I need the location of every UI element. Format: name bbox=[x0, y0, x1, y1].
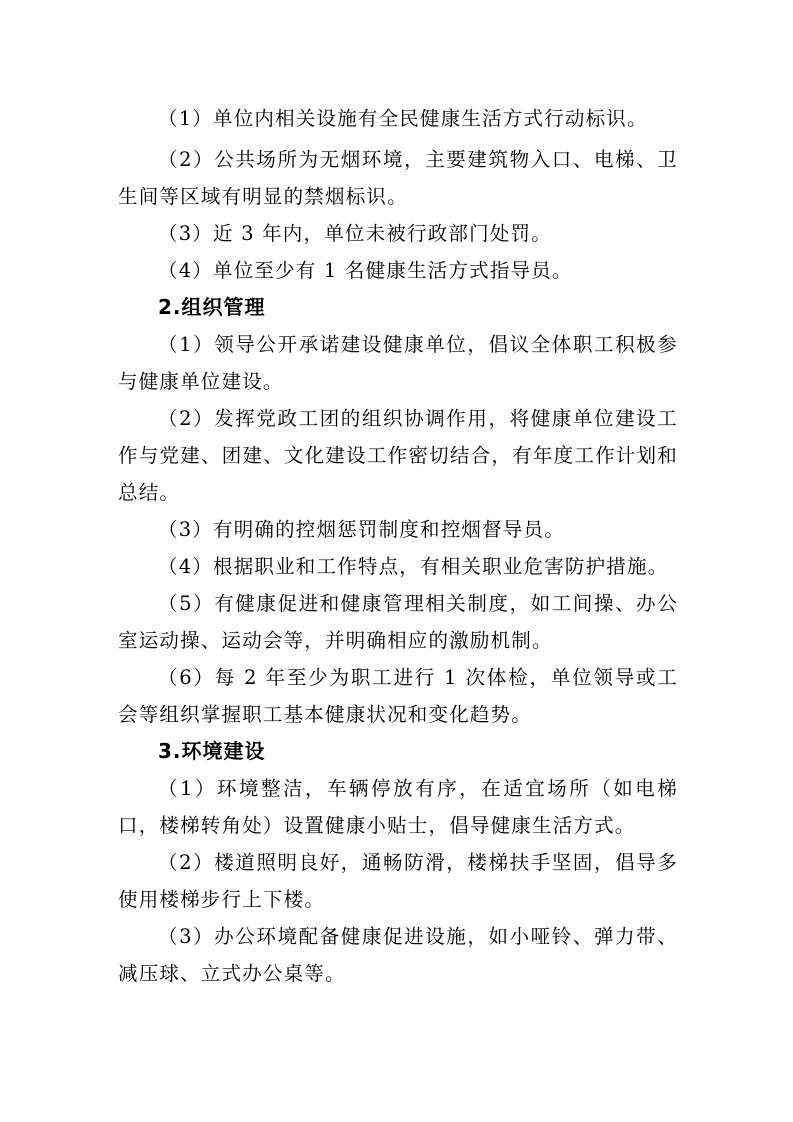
paragraph-1-3: （3）近 3 年内，单位未被行政部门处罚。 bbox=[158, 222, 552, 245]
paragraph-2-1: （1）领导公开承诺建设健康单位，倡议全体职工积极参与健康单位建设。 bbox=[118, 333, 678, 393]
paragraph-2-4: （4）根据职业和工作特点，有相关职业危害防护措施。 bbox=[158, 555, 669, 578]
section-heading-environment: 3.环境建设 bbox=[158, 739, 266, 763]
paragraph-3-3: （3）办公环境配备健康促进设施，如小哑铃、弹力带、减压球、立式办公桌等。 bbox=[118, 925, 678, 985]
paragraph-3-2: （2）楼道照明良好，通畅防滑，楼梯扶手坚固，倡导多使用楼梯步行上下楼。 bbox=[118, 851, 678, 911]
paragraph-2-2: （2）发挥党政工团的组织协调作用，将健康单位建设工作与党建、团建、文化建设工作密切结合，有年度工作计划和总结。 bbox=[118, 407, 678, 504]
section-heading-organization: 2.组织管理 bbox=[158, 295, 266, 319]
paragraph-3-1: （1）环境整洁，车辆停放有序，在适宜场所（如电梯口，楼梯转角处）设置健康小贴士，倡导健康生活方式。 bbox=[118, 777, 678, 837]
paragraph-2-3: （3）有明确的控烟惩罚制度和控烟督导员。 bbox=[158, 518, 565, 541]
paragraph-2-5: （5）有健康促进和健康管理相关制度，如工间操、办公室运动操、运动会等，并明确相应的激励机制。 bbox=[118, 592, 678, 652]
paragraph-2-6: （6）每 2 年至少为职工进行 1 次体检，单位领导或工会等组织掌握职工基本健康状况和变化趋势。 bbox=[118, 666, 678, 726]
paragraph-1-2: （2）公共场所为无烟环境，主要建筑物入口、电梯、卫生间等区域有明显的禁烟标识。 bbox=[118, 148, 678, 208]
paragraph-1-4: （4）单位至少有 1 名健康生活方式指导员。 bbox=[158, 259, 573, 282]
paragraph-1-1: （1）单位内相关设施有全民健康生活方式行动标识。 bbox=[158, 107, 648, 130]
